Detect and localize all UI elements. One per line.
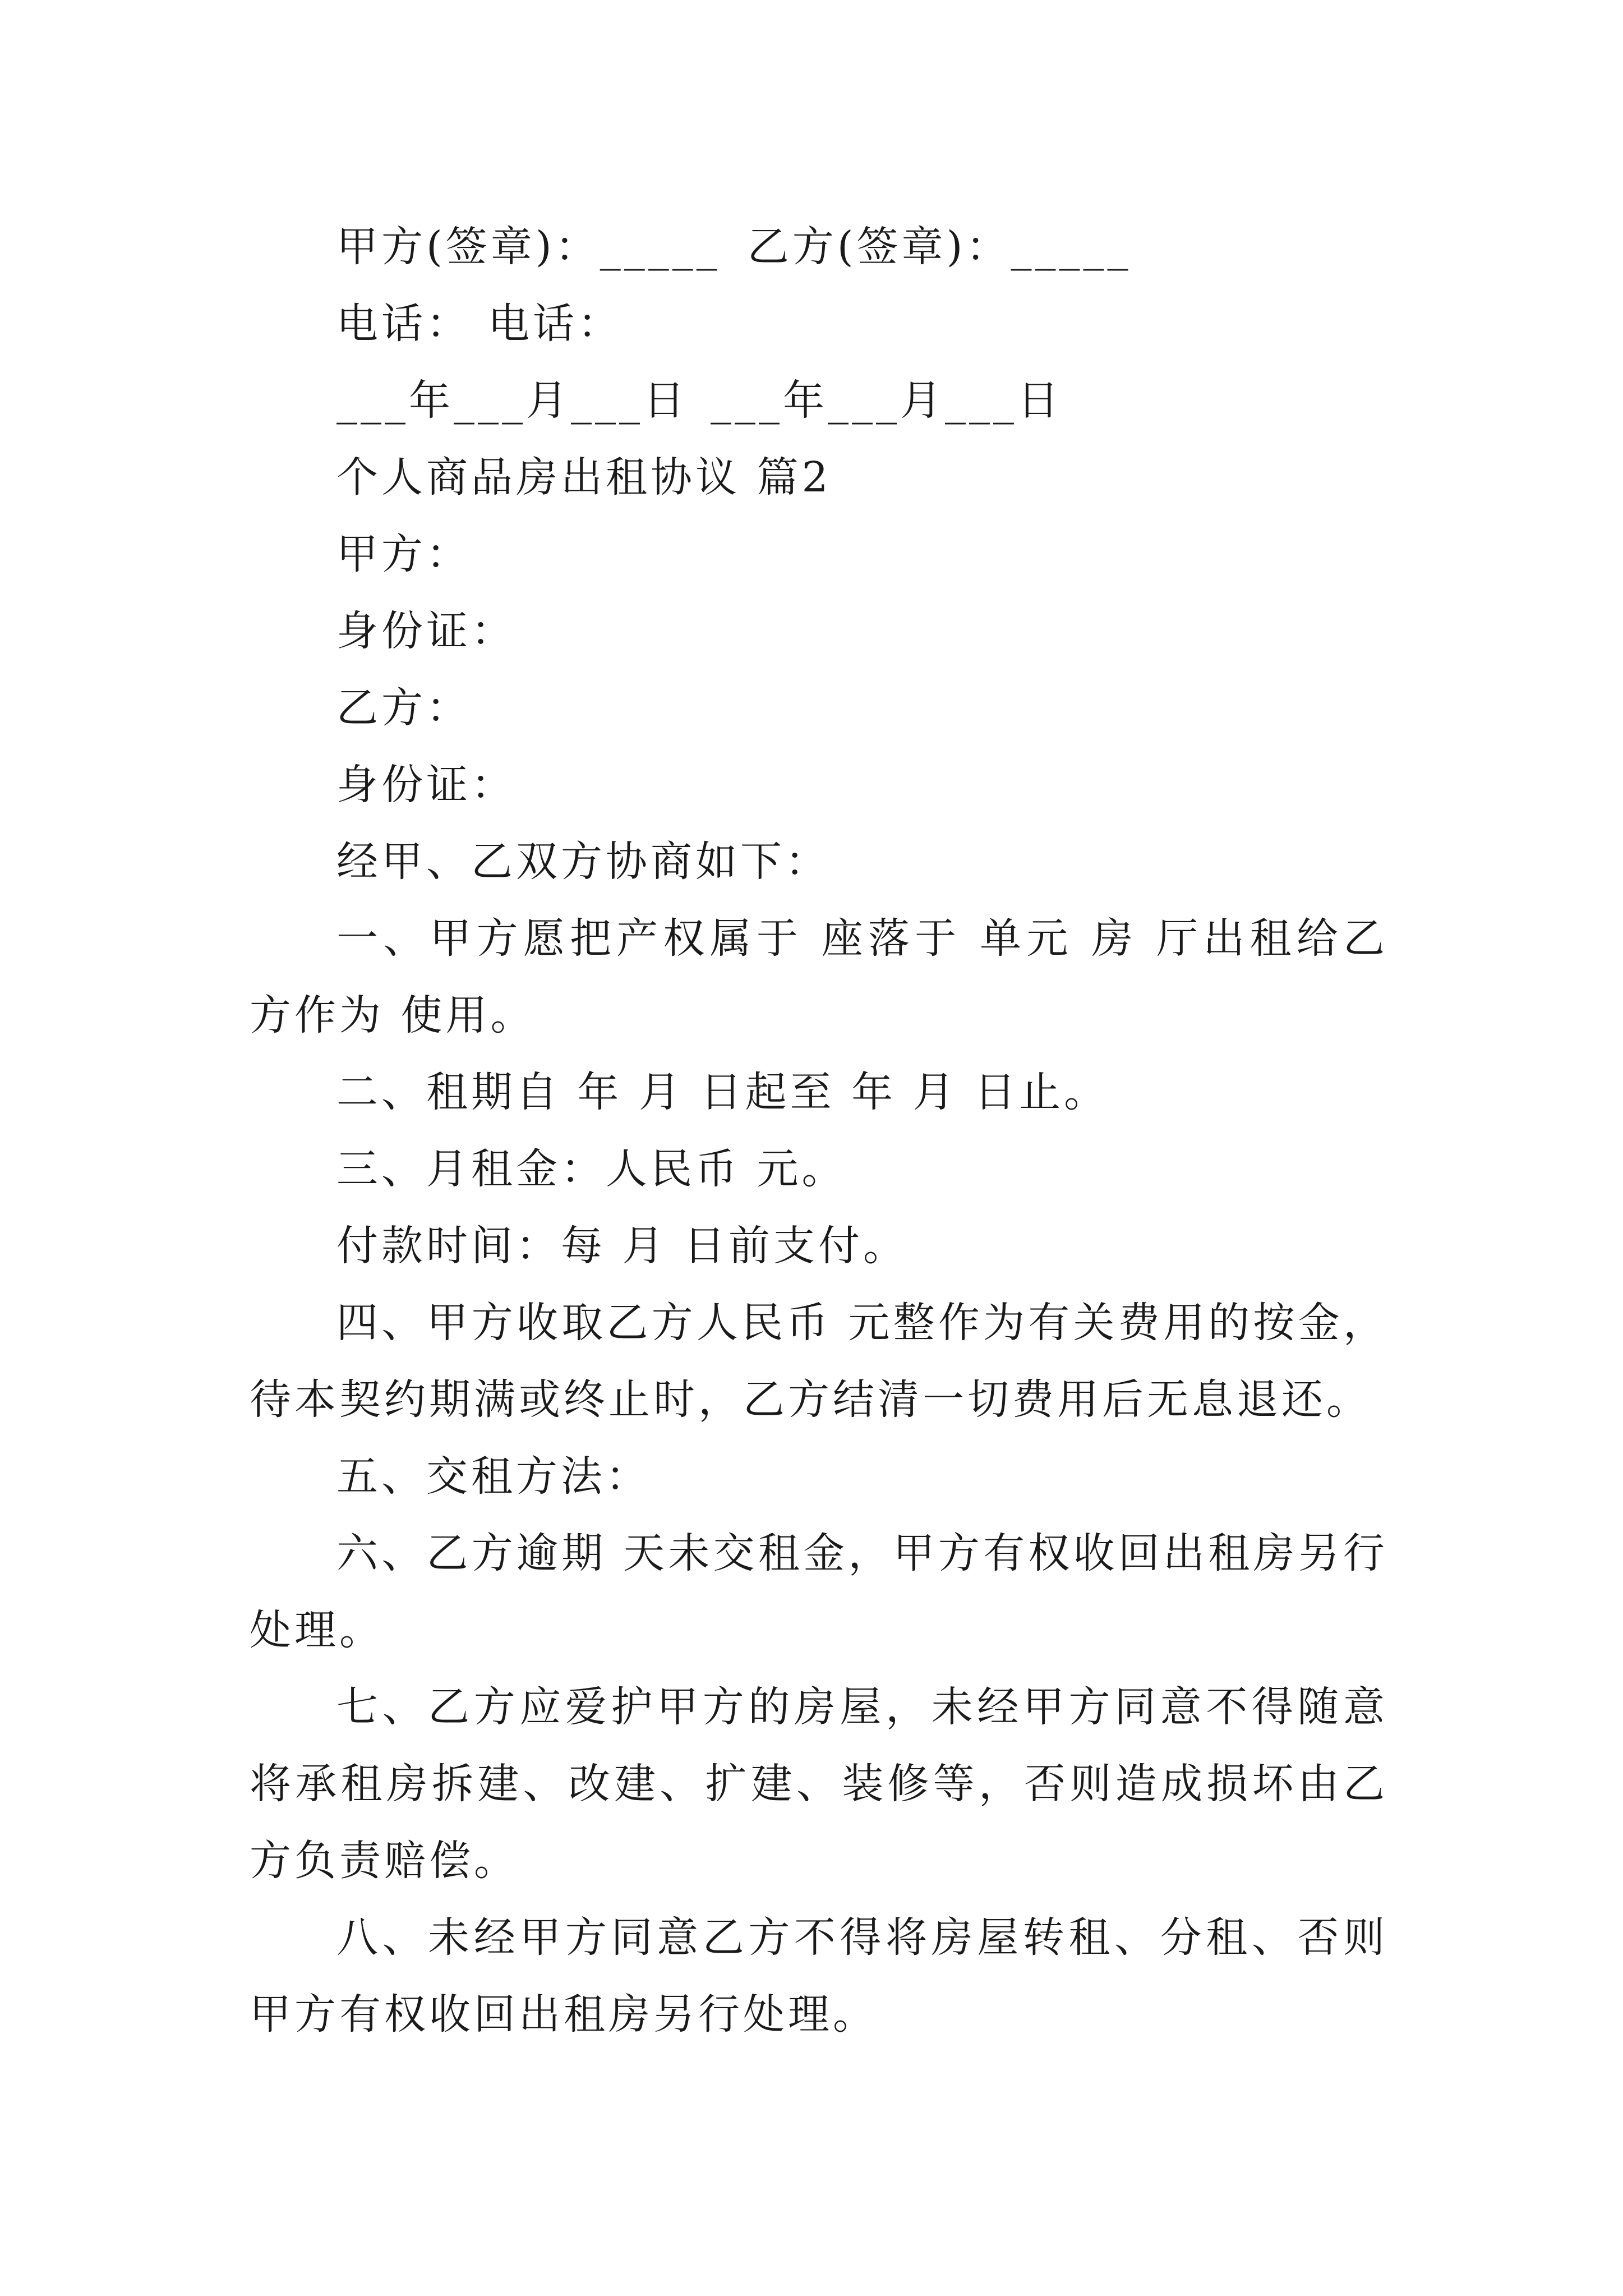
party-a-signature: 甲方(签章)：_____	[336, 223, 721, 271]
signature-line	[250, 209, 1388, 286]
clause-7: 七、乙方应爱护甲方的房屋，未经甲方同意不得随意将承租房拆建、改建、扩建、装修等，否则造成损坏由乙方负责赔偿。	[250, 1683, 1388, 1885]
clause-6: 六、乙方逾期 天未交租金，甲方有权收回出租房另行处理。	[250, 1529, 1388, 1654]
date-line	[250, 362, 1388, 439]
party-a-field: 甲方：	[336, 530, 471, 578]
intro-paragraph: 经甲、乙双方协商如下：	[336, 838, 830, 886]
party-b-signature: 乙方(签章)：_____	[747, 223, 1132, 271]
party-b-phone: 电话：	[488, 300, 623, 348]
party-a-date: ___年___月___日	[336, 376, 688, 425]
payment-time: 付款时间：每 月 日前支付。	[336, 1222, 909, 1270]
clause-5: 五、交租方法：	[336, 1452, 651, 1501]
party-b-field: 乙方：	[336, 684, 471, 732]
clause-1: 一、甲方愿把产权属于 座落于 单元 房 厅出租给乙方作为 使用。	[250, 914, 1388, 1039]
section-title: 个人商品房出租协议 篇2	[336, 453, 832, 501]
party-b-date: ___年___月___日	[711, 376, 1062, 425]
phone-line	[250, 286, 1388, 362]
clause-8: 八、未经甲方同意乙方不得将房屋转租、分租、否则甲方有权收回出租房另行处理。	[250, 1913, 1388, 2039]
clause-3: 三、月租金：人民币 元。	[336, 1145, 847, 1193]
party-a-id-field: 身份证：	[336, 607, 516, 655]
document-body	[250, 209, 1388, 2053]
party-b-id-field: 身份证：	[336, 761, 516, 809]
clause-2: 二、租期自 年 月 日起至 年 月 日止。	[336, 1068, 1109, 1116]
clause-4: 四、甲方收取乙方人民币 元整作为有关费用的按金，待本契约期满或终止时，乙方结清一切费用后无息退还。	[250, 1299, 1388, 1424]
party-a-phone: 电话：	[336, 300, 471, 348]
